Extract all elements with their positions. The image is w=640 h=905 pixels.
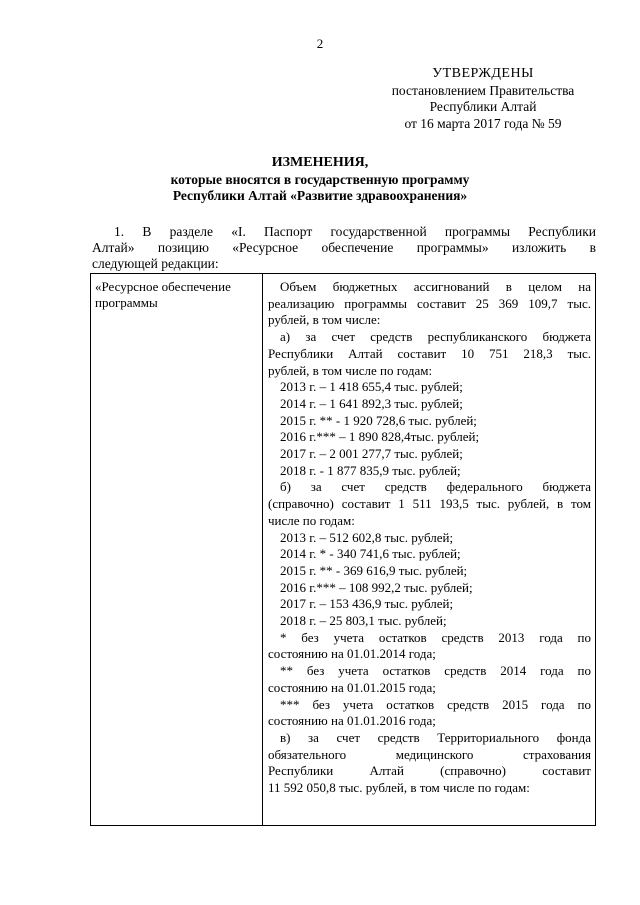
title-subtitle: которые вносятся в государственную программу — [170, 172, 470, 187]
content-line: 2015 г. ** - 1 920 728,6 тыс. рублей; — [280, 412, 477, 428]
content-line: 2014 г. * - 340 741,6 тыс. рублей; — [280, 546, 461, 562]
table-cell-content — [263, 274, 596, 826]
content-line: 2013 г. – 1 418 655,4 тыс. рублей; — [280, 379, 463, 395]
resource-table — [90, 273, 596, 826]
content-line: 2017 г. – 2 001 277,7 тыс. рублей; — [280, 446, 463, 462]
content-line: 2013 г. – 512 602,8 тыс. рублей; — [280, 529, 454, 545]
content-line: 2018 г. - 1 877 835,9 тыс. рублей; — [280, 462, 461, 478]
title-main: ИЗМЕНЕНИЯ, — [271, 155, 369, 170]
approval-block — [378, 66, 588, 132]
content-line: состоянию на 01.01.2016 года; — [268, 713, 436, 729]
approval-title: УТВЕРЖДЕНЫ — [432, 66, 534, 81]
content-line: а) за счет средств республиканского бюджета — [280, 329, 591, 345]
content-line: Республики Алтай составит 10 751 218,3 тыс. — [268, 345, 591, 361]
content-line: 2017 г. – 153 436,9 тыс. рублей; — [280, 596, 454, 612]
content-line: 2015 г. ** - 369 616,9 тыс. рублей; — [280, 562, 468, 578]
approval-line: Республики Алтай — [429, 99, 537, 114]
label-line: программы — [95, 295, 158, 310]
content-line: ** без учета остатков средств 2014 года по — [280, 663, 591, 679]
intro-line: следующей редакции: — [92, 256, 219, 271]
content-line: 2018 г. – 25 803,1 тыс. рублей; — [280, 613, 447, 629]
content-line: реализацию программы составит 25 369 109,7 тыс. — [268, 295, 591, 311]
content-line: состоянию на 01.01.2014 года; — [268, 646, 436, 662]
table-row — [91, 274, 596, 826]
intro-paragraph — [92, 224, 596, 272]
label-line: «Ресурсное обеспечение — [95, 279, 231, 294]
content-line: *** без учета остатков средств 2015 года по — [280, 696, 591, 712]
content-line: рублей, в том числе: — [268, 312, 381, 328]
content-line: числе по годам: — [268, 512, 355, 528]
content-line: Республики Алтай (справочно) составит — [268, 763, 591, 779]
content-line: состоянию на 01.01.2015 года; — [268, 679, 436, 695]
content-line: * без учета остатков средств 2013 года по — [280, 629, 591, 645]
intro-line: Алтай» позицию «Ресурсное обеспечение программы» изложить в — [92, 240, 596, 255]
content-line: 2016 г.*** – 108 992,2 тыс. рублей; — [280, 579, 473, 595]
intro-line: 1. В разделе «I. Паспорт государственной программы Республики — [114, 224, 596, 239]
content-line: 2016 г.*** – 1 890 828,4тыс. рублей; — [280, 429, 480, 445]
content-line: в) за счет средств Территориального фонда — [280, 729, 591, 745]
content-line: обязательного медицинского страхования — [268, 746, 591, 762]
content-line: 2014 г. – 1 641 892,3 тыс. рублей; — [280, 395, 463, 411]
table-cell-label — [91, 274, 263, 826]
approval-date-line: от 16 марта 2017 года № 59 — [404, 115, 562, 131]
content-line: 11 592 050,8 тыс. рублей, в том числе по годам: — [268, 780, 530, 796]
document-title — [0, 155, 640, 204]
content-line: (справочно) составит 1 511 193,5 тыс. рублей, в том — [268, 496, 591, 512]
content-line: б) за счет средств федерального бюджета — [280, 479, 591, 495]
approval-line: постановлением Правительства — [391, 82, 575, 98]
title-subtitle: Республики Алтай «Развитие здравоохранения» — [172, 188, 468, 203]
content-line: рублей, в том числе по годам: — [268, 362, 433, 378]
page-number: 2 — [316, 36, 324, 51]
content-line: Объем бюджетных ассигнований в целом на — [280, 279, 591, 294]
